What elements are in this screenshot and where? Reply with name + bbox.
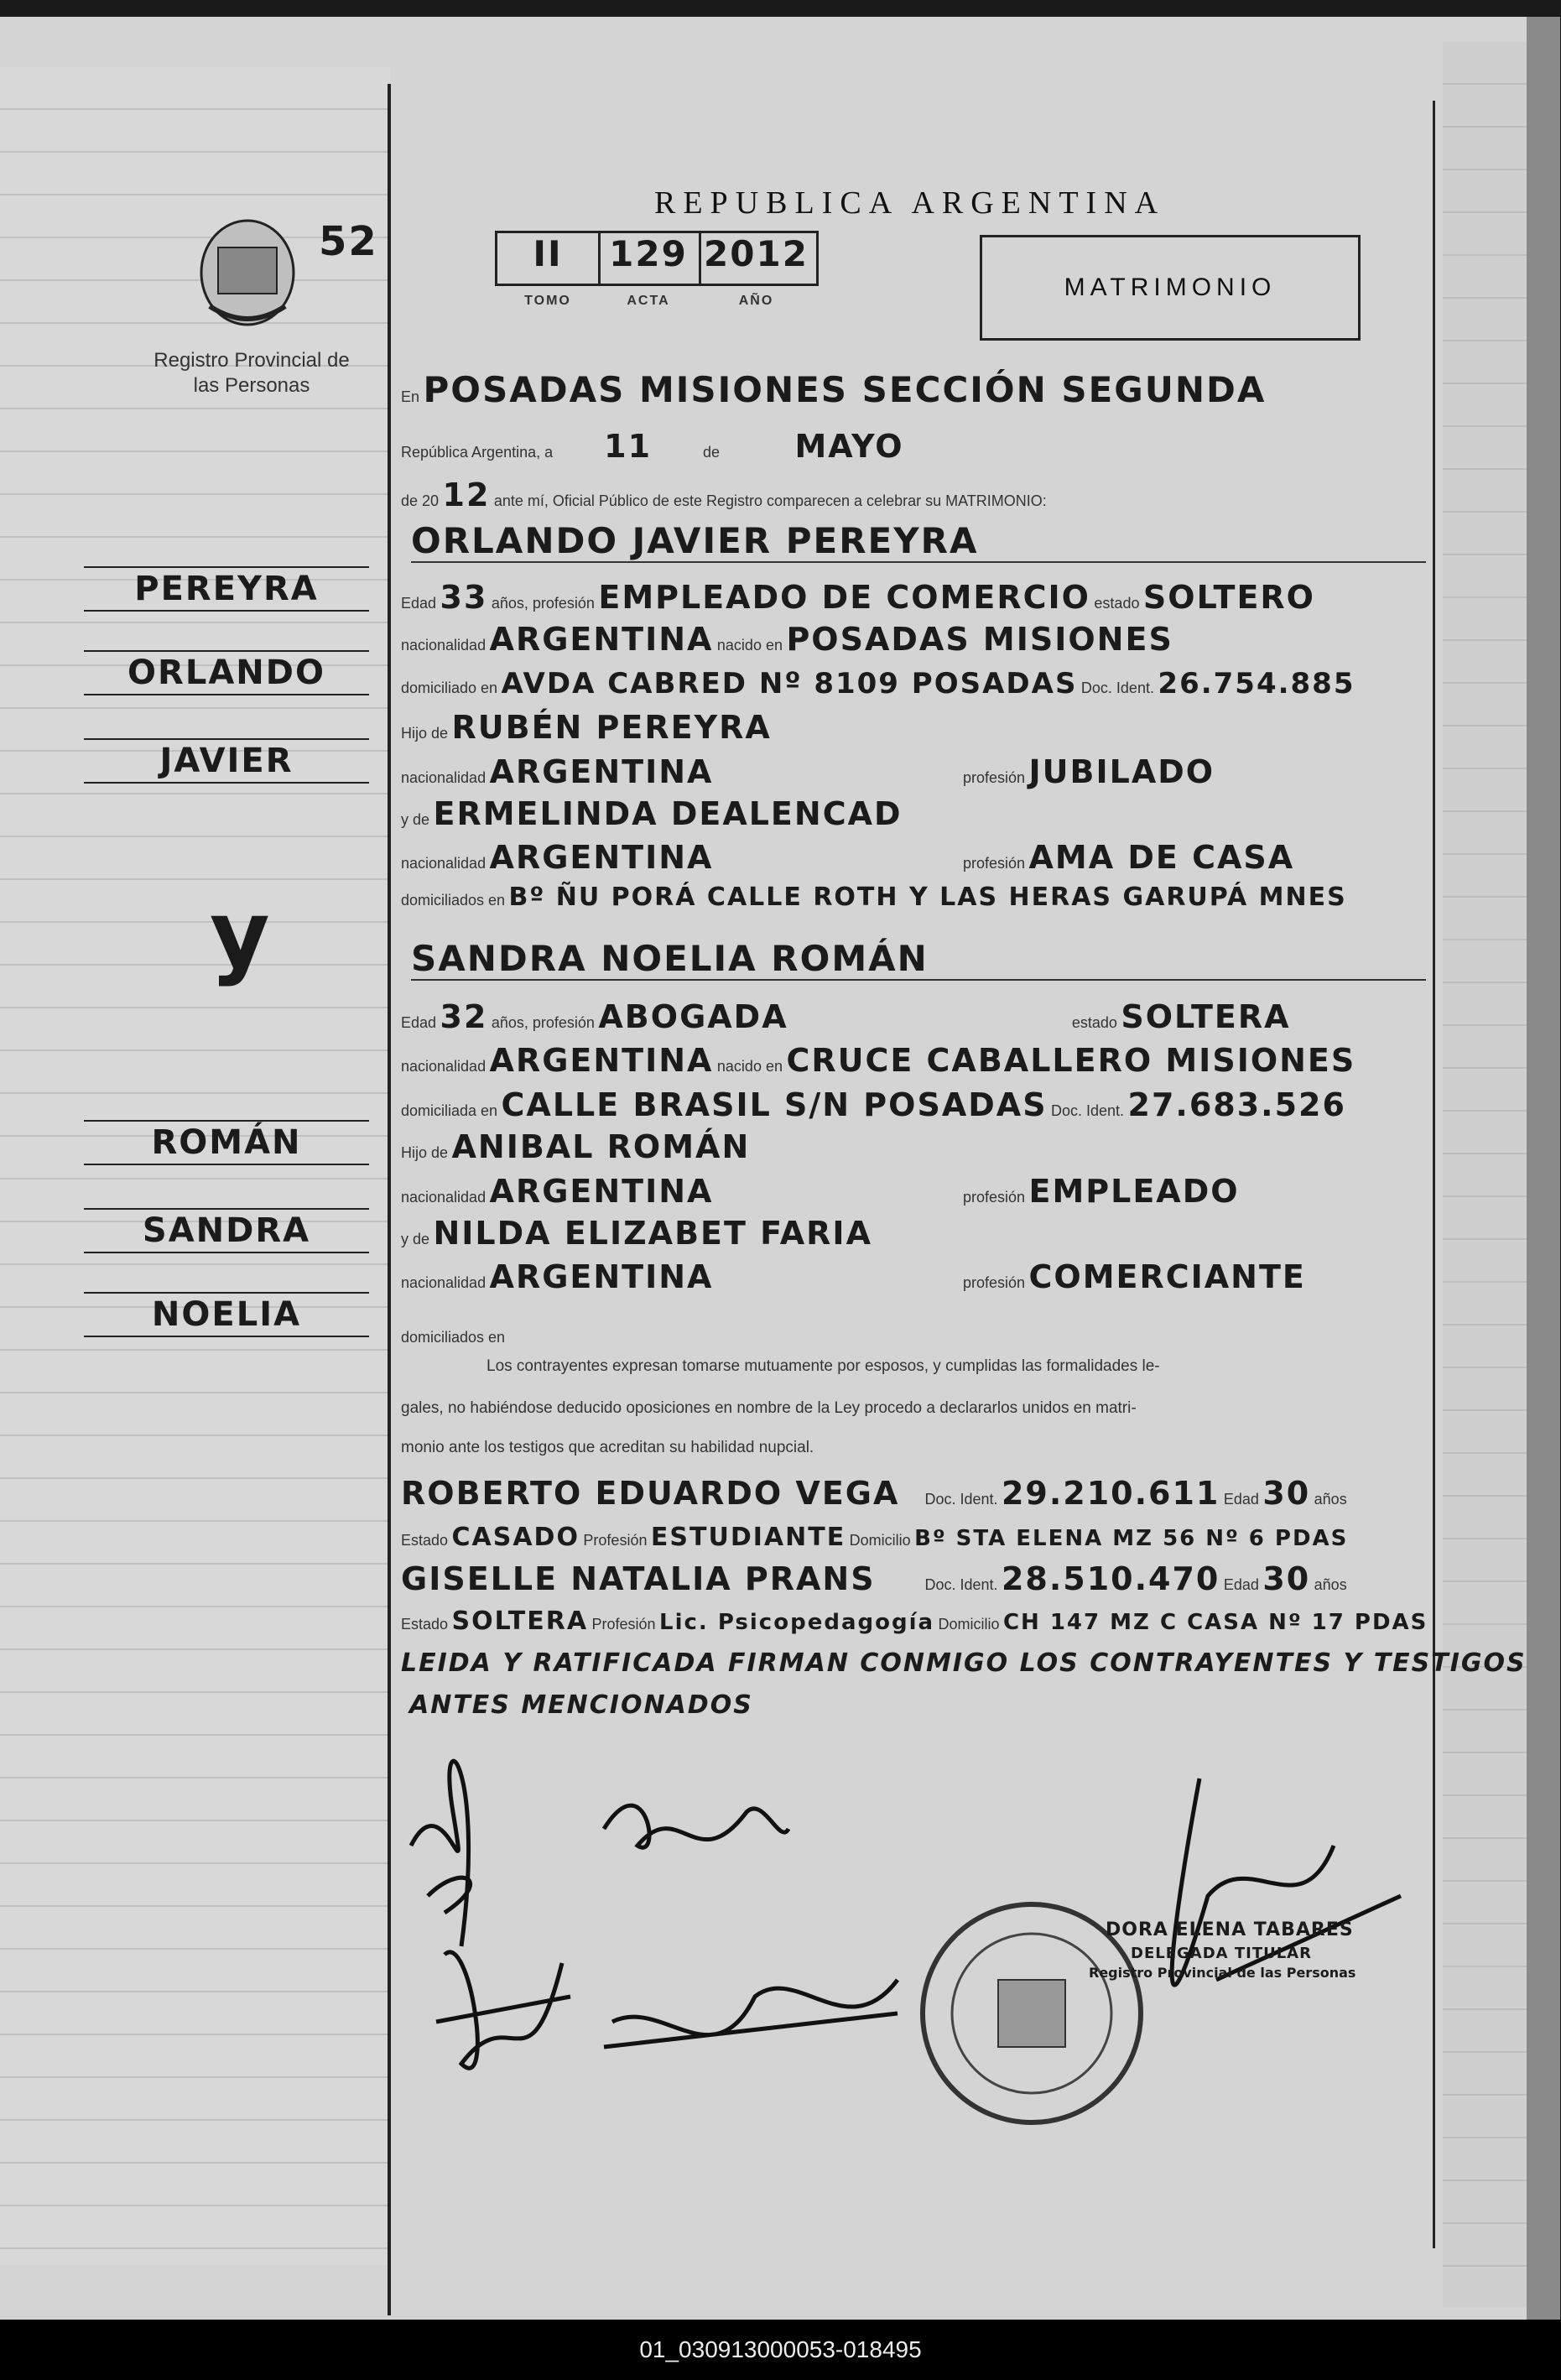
spouse1-mother-nationality: ARGENTINA: [489, 839, 714, 876]
domicilio-label: Domicilio: [938, 1616, 1000, 1633]
profesion-label: profesión: [963, 769, 1026, 786]
witness2-age: 30: [1262, 1560, 1311, 1597]
registry-name: Registro Provincial de las Personas: [153, 349, 350, 397]
spouse1-row-nationality: [401, 621, 1424, 658]
witness2-doc: 28.510.470: [1001, 1560, 1220, 1597]
spouse2-father: ANIBAL ROMÁN: [451, 1128, 751, 1165]
nacionalidad-label: nacionalidad: [401, 1189, 487, 1206]
spouse2-profession: ABOGADA: [598, 998, 788, 1035]
spouse2-row-age: [401, 998, 1424, 1035]
spouse2-birthplace: CRUCE CABALLERO MISIONES: [786, 1042, 1356, 1079]
spouse2-row-father-info: [401, 1173, 1424, 1210]
closing-line-2: ANTES MENCIONADOS: [409, 1690, 753, 1720]
closing-line-1: LEIDA Y RATIFICADA FIRMAN CONMIGO LOS CONTRAYENTES Y TESTIGOS: [401, 1648, 1527, 1678]
right-border: [1433, 101, 1435, 2248]
doc-label: Doc. Ident.: [924, 1576, 998, 1593]
year-suffix: 12: [442, 477, 491, 513]
profesion-label: profesión: [963, 1274, 1026, 1291]
nacionalidad-label: nacionalidad: [401, 1274, 487, 1291]
signature-3: [436, 1952, 570, 2068]
spouse2-mother: NILDA ELIZABET FARIA: [433, 1215, 872, 1252]
anos-label: años: [1314, 1576, 1347, 1593]
republica-label: República Argentina, a: [401, 444, 554, 461]
spouse2-row-father: [401, 1128, 1424, 1165]
tomo-acta-box: [495, 231, 819, 308]
margin-surname-2: ROMÁN: [84, 1120, 369, 1165]
spouse1-mother: ERMELINDA DEALENCAD: [433, 795, 903, 832]
domicilio-label: Domicilio: [849, 1532, 911, 1549]
margin-name-2b: NOELIA: [84, 1292, 369, 1337]
spouse2-full-name: SANDRA NOELIA ROMÁN: [411, 938, 1426, 981]
spouse2-row-mother-info: [401, 1258, 1424, 1295]
profesion-label: profesión: [963, 1189, 1026, 1206]
declaration-line-1: Los contrayentes expresan tomarse mutuamente por esposos, y cumplidas las formalidades le-: [487, 1357, 1160, 1375]
spouse1-row-mother: [401, 795, 1424, 832]
tomo-value: II: [533, 233, 563, 274]
margin-name-1a: ORLANDO: [84, 650, 369, 695]
yde-label: y de: [401, 1231, 430, 1247]
spouse2-status: SOLTERA: [1121, 998, 1291, 1035]
spouse2-row-address: [401, 1086, 1424, 1123]
spouse1-row-parents-address: [401, 883, 1424, 912]
spouse1-father: RUBÉN PEREYRA: [451, 709, 772, 746]
yde-label: y de: [401, 811, 430, 828]
spouse1-full-name: ORLANDO JAVIER PEREYRA: [411, 520, 1426, 563]
witness2-name: GISELLE NATALIA PRANS: [401, 1560, 876, 1597]
spouse2-father-profession: EMPLEADO: [1028, 1173, 1240, 1210]
margin-name-2a: SANDRA: [84, 1208, 369, 1253]
hijo-label: Hijo de: [401, 1144, 449, 1161]
estado-label: estado: [1094, 595, 1140, 612]
spouse1-father-profession: JUBILADO: [1028, 753, 1215, 790]
intro-rest: ante mí, Oficial Público de este Registro comparecen a celebrar su MATRIMONIO:: [493, 492, 1047, 509]
doc-label: Doc. Ident.: [1080, 680, 1154, 696]
page-edge: [1443, 42, 1527, 2307]
edad-label: Edad: [401, 595, 437, 612]
signature-2: [604, 1805, 788, 1847]
spouse1-profession: EMPLEADO DE COMERCIO: [598, 579, 1090, 616]
spouse1-row-age: [401, 579, 1424, 616]
spouse1-father-nationality: ARGENTINA: [489, 753, 714, 790]
margin-conjunction: y: [210, 881, 272, 988]
domiciliados-label: domiciliados en: [401, 1329, 506, 1346]
margin-divider: [388, 84, 391, 2315]
intro-line-3: [401, 477, 1424, 513]
country-title: REPUBLICA ARGENTINA: [654, 185, 1166, 221]
witness1-profession: ESTUDIANTE: [650, 1523, 846, 1552]
spouse2-doc: 27.683.526: [1127, 1086, 1346, 1123]
spouse2-nationality: ARGENTINA: [489, 1042, 714, 1079]
nacionalidad-label: nacionalidad: [401, 637, 487, 654]
witness2-row-1: [401, 1560, 1433, 1597]
witness2-row-2: [401, 1607, 1433, 1636]
intro-line-1: [401, 369, 1424, 410]
acta-label: ACTA: [627, 294, 670, 308]
witness1-address: Bº STA ELENA MZ 56 Nº 6 PDAS: [914, 1526, 1349, 1551]
spouse1-doc: 26.754.885: [1158, 667, 1355, 700]
de-label: de: [703, 444, 721, 461]
witness2-status: SOLTERA: [451, 1607, 589, 1636]
intro-line-2: [401, 428, 1424, 465]
edad-label: Edad: [1223, 1576, 1259, 1593]
profesion-label: años, profesión: [491, 1014, 595, 1031]
spouse2-age: 32: [440, 998, 488, 1035]
domiciliada-label: domiciliada en: [401, 1102, 498, 1119]
estado-label: Estado: [401, 1532, 449, 1549]
anos-label: años: [1314, 1491, 1347, 1508]
spouse2-row-parents-address: [401, 1313, 1424, 1350]
spouse1-address: AVDA CABRED Nº 8109 POSADAS: [501, 667, 1078, 700]
register-page: [0, 17, 1560, 2320]
declaration-line-3: monio ante los testigos que acreditan su habilidad nupcial.: [401, 1439, 814, 1456]
spouse1-row-mother-info: [401, 839, 1424, 876]
profesion-label: profesión: [963, 855, 1026, 872]
doc-label: Doc. Ident.: [1051, 1102, 1125, 1119]
edad-label: Edad: [401, 1014, 437, 1031]
provincial-seal-icon: [193, 210, 302, 344]
day-value: 11: [604, 428, 653, 465]
witness1-age: 30: [1262, 1475, 1311, 1512]
nacionalidad-label: nacionalidad: [401, 1058, 487, 1075]
profesion-label: Profesión: [583, 1532, 648, 1549]
spouse2-row-nationality: [401, 1042, 1424, 1079]
spouse1-birthplace: POSADAS MISIONES: [786, 621, 1173, 658]
hijo-label: Hijo de: [401, 725, 449, 742]
stamp-name: DORA ELENA TABARES: [1106, 1919, 1354, 1940]
estado-label: Estado: [401, 1616, 449, 1633]
witness2-address: CH 147 MZ C CASA Nº 17 PDAS: [1002, 1610, 1428, 1635]
spouse2-father-nationality: ARGENTINA: [489, 1173, 714, 1210]
witness1-status: CASADO: [451, 1523, 580, 1552]
image-id-caption: 01_030913000053-018495: [0, 2320, 1561, 2380]
nacionalidad-label: nacionalidad: [401, 769, 487, 786]
spouse1-row-father: [401, 709, 1424, 746]
spouse1-status: SOLTERO: [1142, 579, 1315, 616]
witness1-name: ROBERTO EDUARDO VEGA: [401, 1475, 900, 1512]
margin-name-1b: JAVIER: [84, 738, 369, 784]
spouse1-row-father-info: [401, 753, 1424, 790]
place-value: POSADAS MISIONES SECCIÓN SEGUNDA: [423, 369, 1267, 410]
edad-label: Edad: [1223, 1491, 1259, 1508]
profesion-label: años, profesión: [491, 595, 595, 612]
acta-value: 129: [609, 233, 688, 274]
year-prefix: de 20: [401, 492, 440, 509]
margin-surname-1: PEREYRA: [84, 566, 369, 612]
nacido-label: nacido en: [716, 1058, 783, 1075]
spouse1-nationality: ARGENTINA: [489, 621, 714, 658]
witness1-row-2: [401, 1523, 1433, 1552]
spouse2-mother-profession: COMERCIANTE: [1028, 1258, 1306, 1295]
witness1-row-1: [401, 1475, 1433, 1512]
stamp-title: DELEGADA TITULAR: [1131, 1945, 1312, 1962]
anio-value: 2012: [704, 233, 809, 274]
stamp-org: Registro Provincial de las Personas: [1089, 1965, 1356, 1981]
en-label: En: [401, 388, 420, 405]
spouse2-mother-nationality: ARGENTINA: [489, 1258, 714, 1295]
tomo-label: TOMO: [524, 294, 571, 308]
spouse1-age: 33: [440, 579, 488, 616]
spouse1-parents-address: Bº ÑU PORÁ CALLE ROTH Y LAS HERAS GARUPÁ MNES: [508, 883, 1347, 912]
anio-label: AÑO: [738, 294, 774, 308]
month-value: MAYO: [794, 428, 904, 465]
estado-label: estado: [1071, 1014, 1117, 1031]
witness2-profession: Lic. Psicopedagogía: [659, 1610, 935, 1635]
domiciliado-label: domiciliado en: [401, 680, 498, 696]
domiciliados-label: domiciliados en: [401, 892, 506, 909]
spouse2-address: CALLE BRASIL S/N POSADAS: [501, 1086, 1048, 1123]
doc-label: Doc. Ident.: [924, 1491, 998, 1508]
nacido-label: nacido en: [716, 637, 783, 654]
spouse1-row-address: [401, 667, 1424, 700]
spouse1-mother-profession: AMA DE CASA: [1028, 839, 1295, 876]
declaration-line-2: gales, no habiéndose deducido oposiciones en nombre de la Ley procedo a declararlos unidos en matri-: [401, 1399, 1137, 1417]
spouse2-row-mother: [401, 1215, 1424, 1252]
signature-1: [411, 1761, 471, 1946]
witness1-doc: 29.210.611: [1001, 1475, 1220, 1512]
signature-4: [604, 1980, 898, 2047]
page-number: 52: [319, 218, 378, 265]
profesion-label: Profesión: [591, 1616, 656, 1633]
act-type-box: MATRIMONIO: [980, 235, 1361, 341]
nacionalidad-label: nacionalidad: [401, 855, 487, 872]
